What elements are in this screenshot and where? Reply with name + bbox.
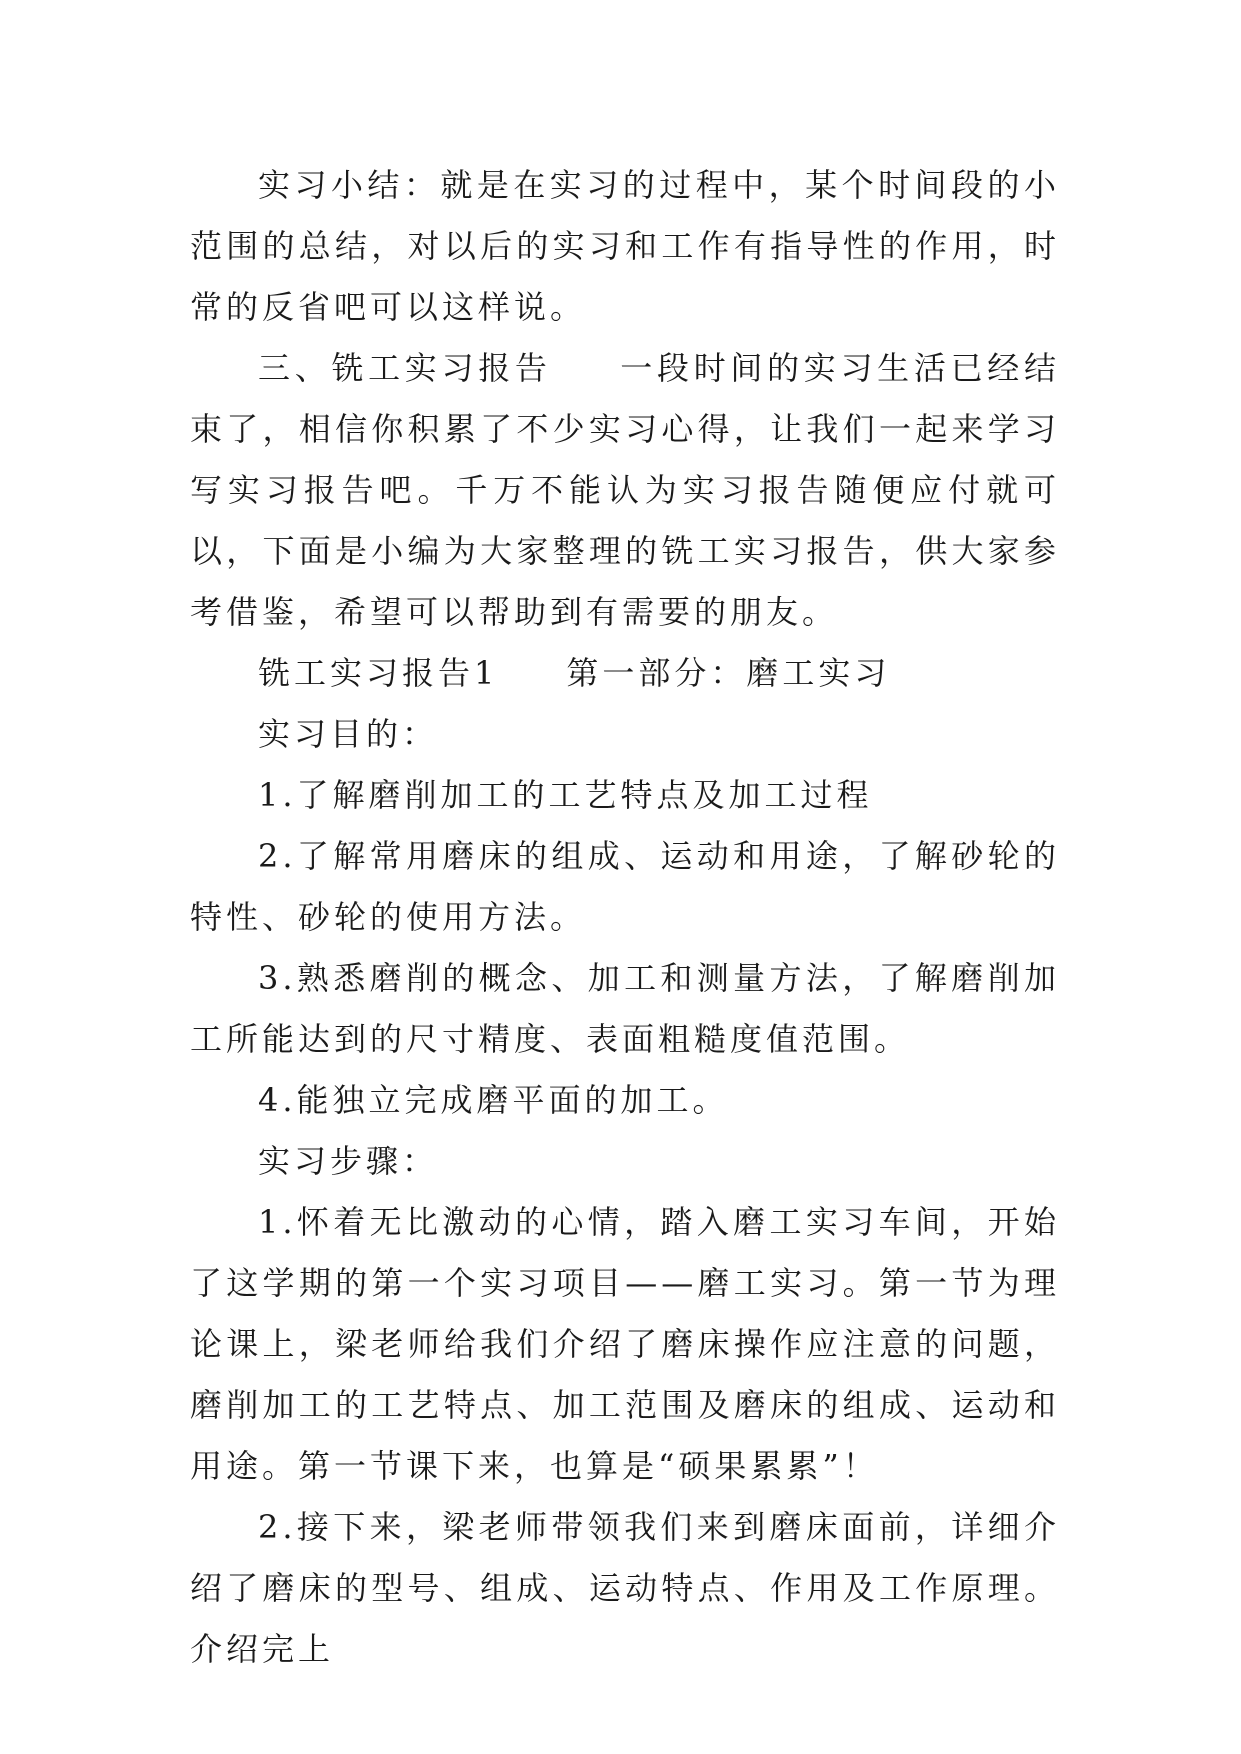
paragraph-steps-heading [190,1131,1060,1192]
paragraph-text: 实习小结：就是在实习的过程中，某个时间段的小范围的总结，对以后的实习和工作有指导性的作用，时常的反省吧可以这样说。 [190,166,1060,326]
paragraph-text: 实习步骤： [258,1142,439,1180]
paragraph-objective-2 [190,826,1060,948]
paragraph-text: 实习目的： [258,715,439,753]
paragraph-text: 1.了解磨削加工的工艺特点及加工过程 [258,776,873,814]
paragraph-milling-report-intro [190,338,1060,643]
paragraph-text: 3.熟悉磨削的概念、加工和测量方法，了解磨削加工所能达到的尺寸精度、表面粗糙度值范围。 [190,959,1060,1058]
paragraph-text: 一段时间的实习生活已经结束了，相信你积累了不少实习心得，让我们一起来学习写实习报告吧。千万不能认为实习报告随便应付就可以，下面是小编为大家整理的铣工实习报告，供大家参考借鉴，希望可以帮助到有需要的朋友。 [190,349,1060,631]
paragraph-objective-4 [190,1070,1060,1131]
paragraph-step-2 [190,1497,1060,1680]
paragraph-text: 4.能独立完成磨平面的加工。 [258,1081,729,1119]
paragraph-text: 2.了解常用磨床的组成、运动和用途，了解砂轮的特性、砂轮的使用方法。 [190,837,1060,936]
part-title: 第一部分：磨工实习 [566,654,891,692]
report-title: 铣工实习报告1 [258,654,499,692]
paragraph-objective-3 [190,948,1060,1070]
paragraph-text: 1.怀着无比激动的心情，踏入磨工实习车间，开始了这学期的第一个实习项目——磨工实习。第一节为理论课上，梁老师给我们介绍了磨床操作应注意的问题，磨削加工的工艺特点、加工范围及磨床的组成、运动和用途。第一节课下来，也算是“硕果累累”！ [190,1203,1060,1485]
section-heading: 三、铣工实习报告 [258,349,552,387]
paragraph-objectives-heading [190,704,1060,765]
paragraph-internship-summary [190,155,1060,338]
paragraph-text: 2.接下来，梁老师带领我们来到磨床面前，详细介绍了磨床的型号、组成、运动特点、作用及工作原理。介绍完上 [190,1508,1060,1668]
document-body [190,155,1060,1680]
paragraph-report-1-title [190,643,1060,704]
paragraph-objective-1 [190,765,1060,826]
paragraph-step-1 [190,1192,1060,1497]
